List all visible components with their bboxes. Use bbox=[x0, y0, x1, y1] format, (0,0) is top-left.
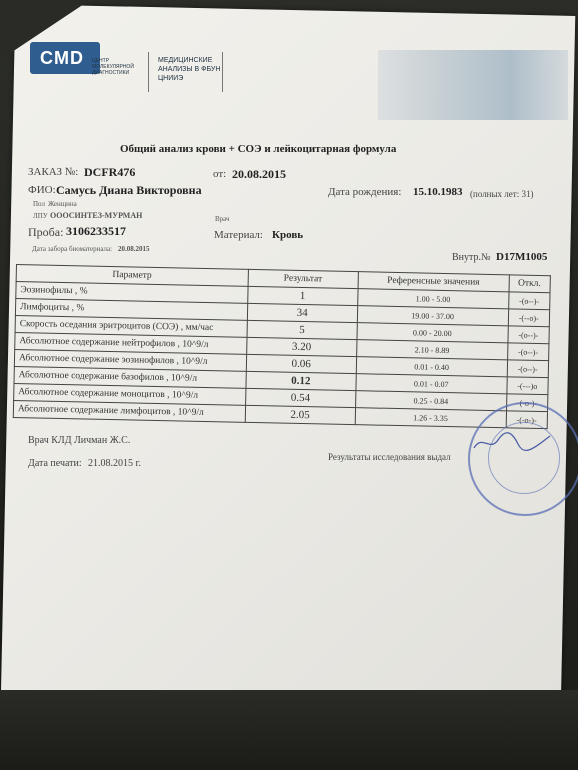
birth-date: 15.10.1983 bbox=[413, 186, 463, 198]
row-result: 0.12 bbox=[246, 371, 357, 390]
background-bottom bbox=[0, 690, 578, 770]
row-result: 3.20 bbox=[246, 337, 357, 356]
row-result: 2.05 bbox=[245, 405, 356, 424]
handwritten-signature bbox=[472, 430, 552, 454]
row-reference: 2.10 - 8.89 bbox=[356, 340, 507, 360]
material-value: Кровь bbox=[272, 229, 304, 241]
document-title: Общий анализ крови + СОЭ и лейкоцитарная формула bbox=[120, 143, 397, 155]
row-parameter: Абсолютное содержание нейтрофилов , 10^9/л bbox=[15, 332, 247, 354]
header-photo bbox=[378, 50, 568, 120]
lpu-label: ЛПУ bbox=[33, 212, 48, 220]
row-reference: 0.25 - 0.84 bbox=[355, 391, 506, 411]
header-parameter: Параметр bbox=[16, 265, 248, 287]
row-deviation: -(-o-)- bbox=[506, 394, 548, 412]
sex-label: Пол bbox=[33, 200, 45, 208]
row-reference: 0.01 - 0.07 bbox=[356, 374, 507, 394]
row-parameter: Абсолютное содержание базофилов , 10^9/л bbox=[14, 366, 246, 388]
results-issued: Результаты исследования выдал bbox=[328, 452, 451, 462]
row-deviation: -(o--)- bbox=[507, 343, 549, 361]
birth-label: Дата рождения: bbox=[328, 186, 402, 198]
probe-label: Проба: bbox=[28, 225, 64, 239]
lab-logo-text: CMD bbox=[40, 48, 84, 68]
header-divider bbox=[148, 52, 149, 92]
sampling-date: 20.08.2015 bbox=[118, 245, 150, 253]
row-result: 1 bbox=[247, 286, 358, 305]
material-label: Материал: bbox=[214, 229, 263, 241]
row-parameter: Абсолютное содержание моноцитов , 10^9/л bbox=[14, 383, 246, 405]
row-result: 5 bbox=[247, 320, 358, 339]
row-reference: 1.00 - 5.00 bbox=[358, 289, 509, 309]
row-parameter: Абсолютное содержание лимфоцитов , 10^9/л bbox=[13, 400, 245, 422]
row-result: 0.54 bbox=[245, 388, 356, 407]
doctor-signature-line: Врач КЛД Личман Ж.С. bbox=[28, 435, 131, 446]
row-result: 0.06 bbox=[246, 354, 357, 373]
header-deviation: Откл. bbox=[509, 275, 551, 293]
print-date: 21.08.2015 г. bbox=[88, 458, 141, 469]
row-reference: 19.00 - 37.00 bbox=[357, 306, 508, 326]
order-date-label: от: bbox=[213, 168, 227, 180]
age-note: (полных лет: 31) bbox=[470, 189, 534, 199]
row-parameter: Лимфоциты , % bbox=[15, 299, 247, 321]
order-number: DCFR476 bbox=[84, 165, 136, 179]
header-result: Результат bbox=[248, 269, 359, 288]
row-deviation: -(---)o bbox=[506, 377, 548, 395]
row-parameter: Эозинофилы , % bbox=[16, 282, 248, 304]
row-deviation: -(o--)- bbox=[507, 326, 549, 344]
header-divider bbox=[222, 52, 223, 92]
row-parameter: Скорость оседания эритроцитов (СОЭ) , мм/час bbox=[15, 315, 247, 337]
results-table bbox=[13, 264, 551, 429]
order-label: ЗАКАЗ №: bbox=[28, 166, 79, 178]
row-deviation: -(-o-)- bbox=[506, 411, 548, 429]
row-reference: 1.26 - 3.35 bbox=[355, 408, 506, 428]
row-parameter: Абсолютное содержание эозинофилов , 10^9/л bbox=[14, 349, 246, 371]
sex-value: Женщина bbox=[48, 200, 77, 208]
probe-number: 3106233517 bbox=[66, 224, 126, 238]
sampling-label: Дата забора биоматериала: bbox=[32, 245, 113, 253]
lab-name: МЕДИЦИНСКИЕ АНАЛИЗЫ В ФБУН ЦНИИЭ bbox=[158, 57, 221, 82]
order-date: 20.08.2015 bbox=[232, 167, 286, 181]
lpu-value: ОООСИНТЕЗ-МУРМАН bbox=[50, 211, 143, 220]
internal-number: D17M1005 bbox=[496, 251, 548, 263]
doctor-label: Врач bbox=[215, 215, 230, 223]
print-date-label: Дата печати: bbox=[28, 458, 82, 469]
row-result: 34 bbox=[247, 303, 358, 322]
row-deviation: -(--o)- bbox=[508, 309, 550, 327]
row-reference: 0.01 - 0.40 bbox=[356, 357, 507, 377]
row-deviation: -(o--)- bbox=[507, 360, 549, 378]
lab-logo-subtitle: ЦЕНТР МОЛЕКУЛЯРНОЙ ДИАГНОСТИКИ bbox=[92, 58, 134, 76]
fio-label: ФИО: bbox=[28, 184, 56, 196]
header-reference: Референсные значения bbox=[358, 272, 509, 292]
patient-name: Самусь Диана Викторовна bbox=[56, 183, 202, 197]
row-deviation: -(o--)- bbox=[508, 292, 550, 310]
row-reference: 0.00 - 20.00 bbox=[357, 323, 508, 343]
internal-label: Внутр.№ bbox=[452, 252, 491, 263]
